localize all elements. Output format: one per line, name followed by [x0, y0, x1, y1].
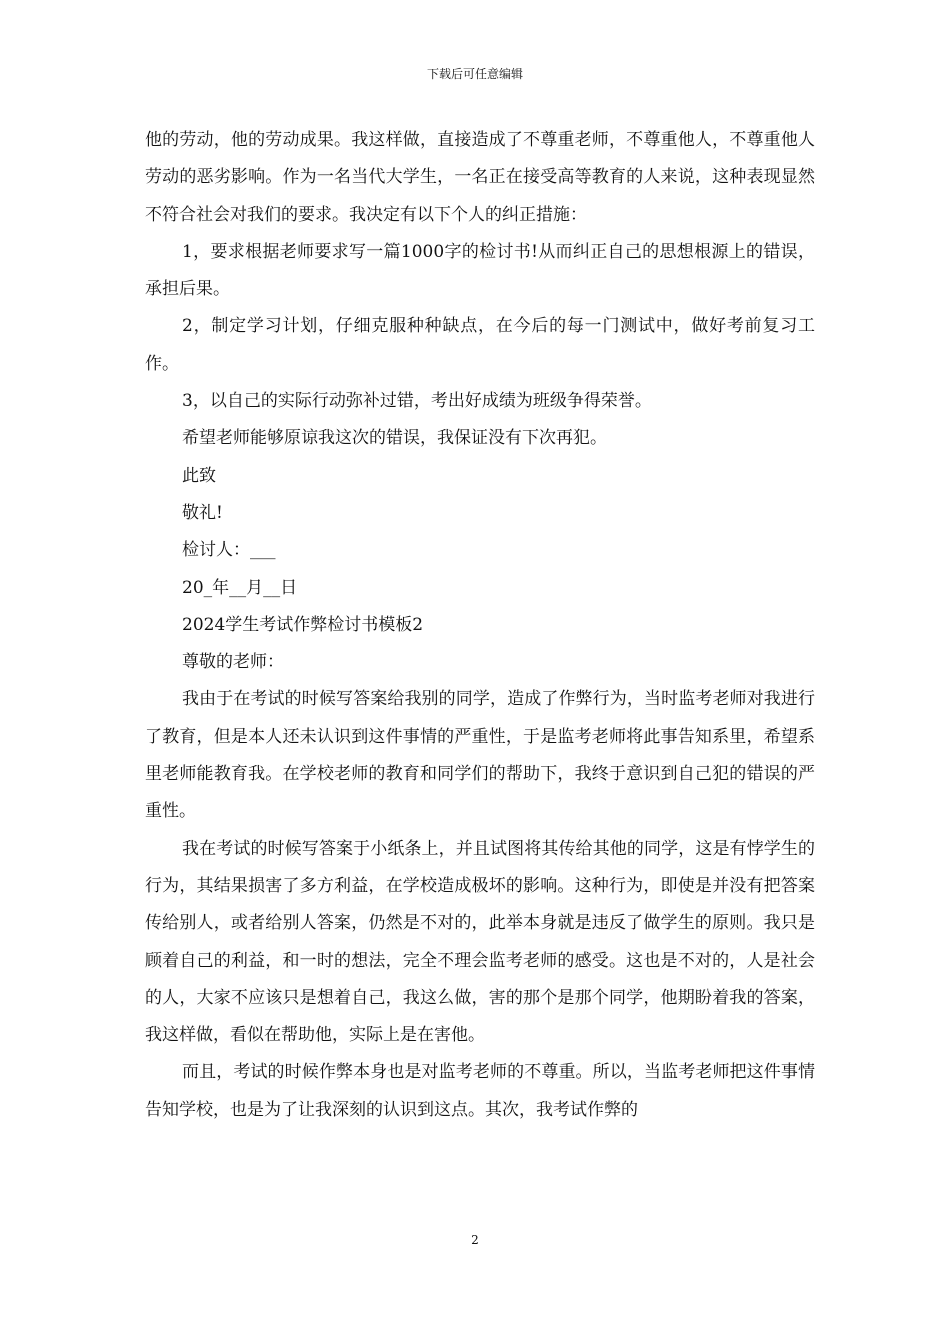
- date-line: 20_年__月__日: [182, 577, 298, 598]
- paragraph-2: 2，制定学习计划，仔细克服种种缺点，在今后的每一门测试中，做好考前复习工作。: [145, 316, 815, 374]
- closing-salute: 敬礼!: [182, 502, 223, 523]
- section-title: 2024学生考试作弊检讨书模板2: [182, 614, 424, 635]
- paragraph-13: 而且，考试的时候作弊本身也是对监考老师的不尊重。所以，当监考老师把这件事情告知学校，也是为了让我深刻的认识到这点。其次，我考试作弊的: [145, 1062, 815, 1120]
- paragraph-1: 1，要求根据老师要求写一篇1000字的检讨书!从而纠正自己的思想根源上的错误，承担后果。: [145, 241, 815, 300]
- page-number: 2: [471, 1233, 479, 1247]
- closing-greeting: 此致: [182, 465, 216, 486]
- paragraph-0: 他的劳动，他的劳动成果。我这样做，直接造成了不尊重老师，不尊重他人，不尊重他人劳动的恶劣影响。作为一名当代大学生，一名正在接受高等教育的人来说，这种表现显然不符合社会对我们的要求。我决定有以下个人的纠正措施：: [145, 130, 815, 225]
- paragraph-3: 3，以自己的实际行动弥补过错，考出好成绩为班级争得荣誉。: [182, 391, 652, 412]
- salutation: 尊敬的老师：: [182, 652, 284, 673]
- signer-line: 检讨人：___: [182, 540, 276, 561]
- paragraph-11: 我由于在考试的时候写答案给我别的同学，造成了作弊行为，当时监考老师对我进行了教育，但是本人还未认识到这件事情的严重性，于是监考老师将此事告知系里，希望系里老师能教育我。在学校老师的教育和同学们的帮助下，我终于意识到自己犯的错误的严重性。: [145, 689, 815, 822]
- page-header-note: 下载后可任意编辑: [426, 67, 523, 81]
- document-body: [145, 122, 815, 1129]
- paragraph-12: 我在考试的时候写答案于小纸条上，并且试图将其传给其他的同学，这是有悖学生的行为，其结果损害了多方利益，在学校造成极坏的影响。这种行为，即使是并没有把答案传给别人，或者给别人答案，仍然是不对的，此举本身就是违反了做学生的原则。我只是顾着自己的利益，和一时的想法，完全不理会监考老师的感受。这也是不对的，人是社会的人，大家不应该只是想着自己，我这么做，害的那个是那个同学，他期盼着我的答案，我这样做，看似在帮助他，实际上是在害他。: [145, 838, 815, 1046]
- paragraph-4: 希望老师能够原谅我这次的错误，我保证没有下次再犯。: [182, 428, 607, 449]
